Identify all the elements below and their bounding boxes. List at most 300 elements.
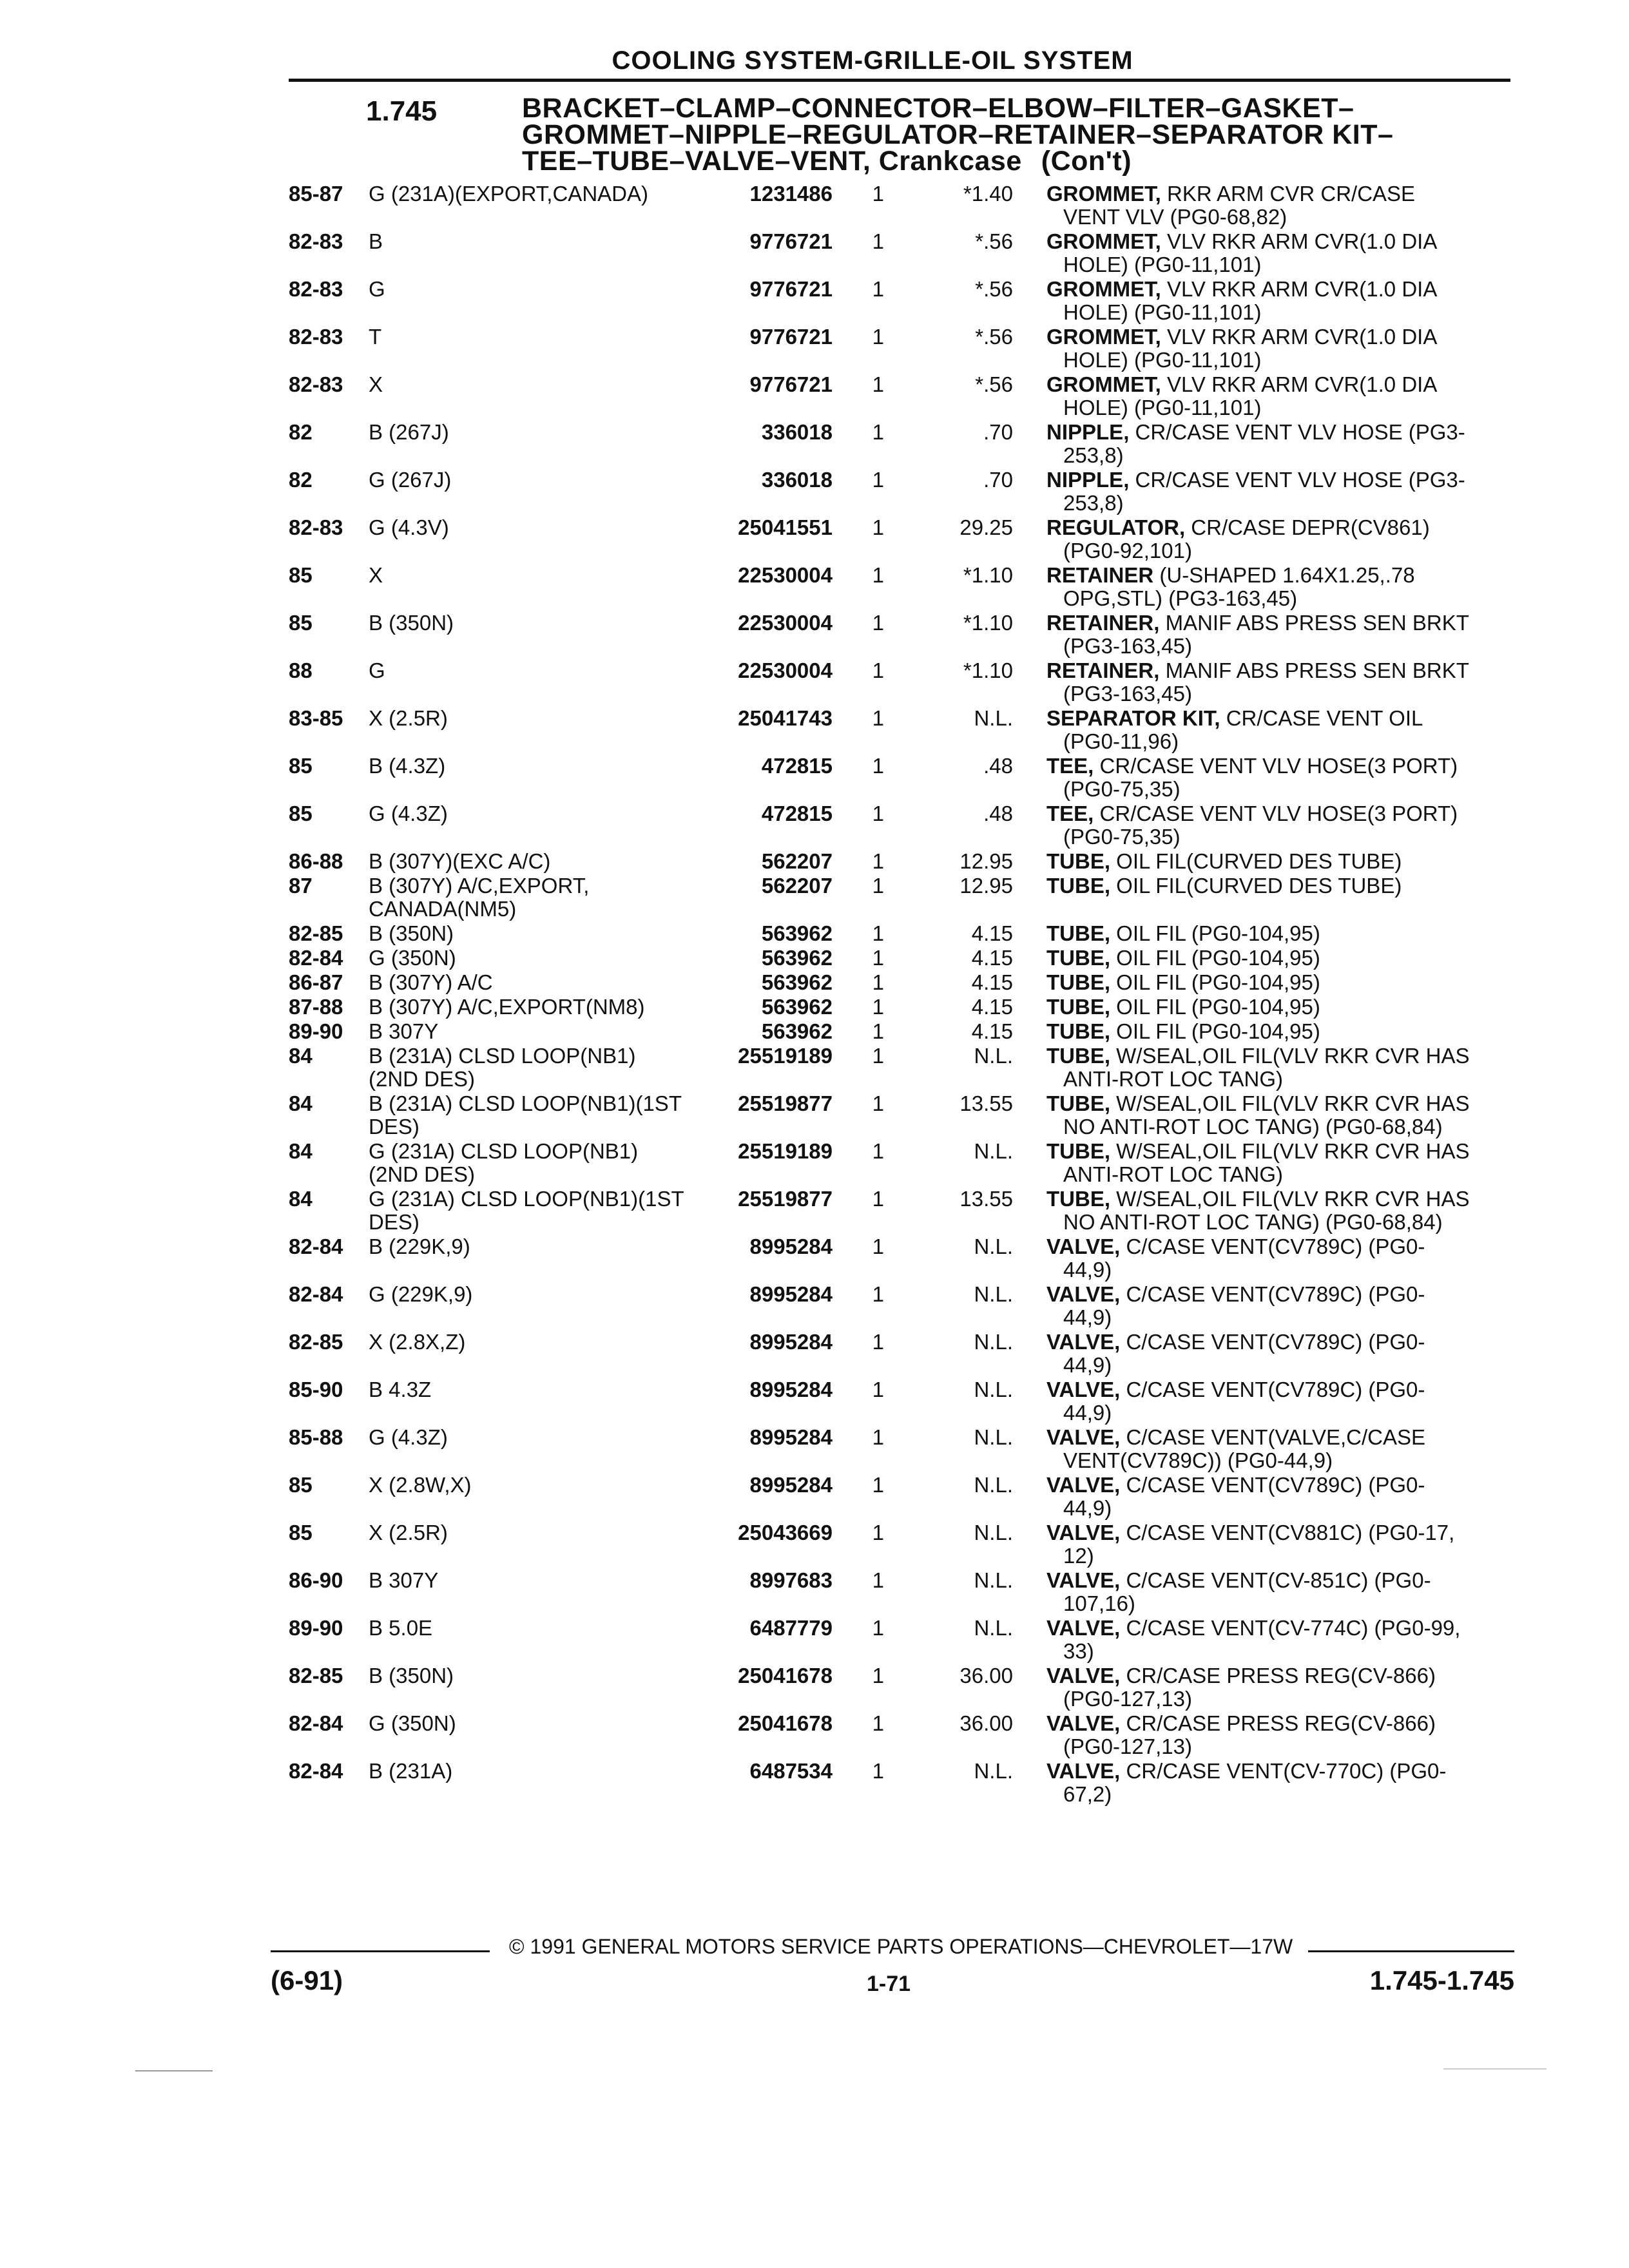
table-row bbox=[0, 1426, 1629, 1474]
page-header-title: COOLING SYSTEM-GRILLE-OIL SYSTEM bbox=[612, 46, 1133, 75]
part-number: 472815 bbox=[761, 802, 833, 825]
price: N.L. bbox=[974, 706, 1013, 730]
model-years: 85 bbox=[289, 1521, 313, 1544]
model-years: 85 bbox=[289, 1473, 313, 1497]
price: *.56 bbox=[975, 372, 1013, 396]
part-detail: C/CASE VENT(VALVE,C/CASE bbox=[1126, 1426, 1426, 1449]
application-desc: G (4.3V) bbox=[369, 515, 449, 539]
part-name-line1 bbox=[1046, 1378, 1510, 1401]
part-detail: OIL FIL (PG0-104,95) bbox=[1116, 995, 1320, 1019]
application-desc: B (231A) bbox=[369, 1759, 453, 1783]
part-type: VALVE, bbox=[1046, 1760, 1121, 1783]
model-years: 85 bbox=[289, 754, 313, 778]
application-desc: B (231A) CLSD LOOP(NB1)(1ST DES) bbox=[369, 1091, 682, 1139]
part-detail-cont: 253,8) bbox=[1063, 492, 1124, 515]
part-number: 1231486 bbox=[749, 182, 833, 206]
part-name bbox=[1013, 922, 1510, 945]
price: N.L. bbox=[974, 1616, 1013, 1640]
table-row bbox=[0, 1474, 1629, 1521]
quantity: 1 bbox=[872, 995, 884, 1019]
part-name bbox=[1013, 468, 1510, 515]
part-number: 8995284 bbox=[749, 1282, 833, 1306]
part-type: TUBE, bbox=[1046, 1020, 1110, 1043]
part-detail-cont: 12) bbox=[1063, 1544, 1094, 1568]
quantity: 1 bbox=[872, 515, 884, 539]
part-name-line1 bbox=[1046, 1331, 1510, 1354]
part-number: 563962 bbox=[761, 995, 833, 1019]
part-detail: (U-SHAPED 1.64X1.25,.78 bbox=[1159, 564, 1415, 587]
part-name-line1 bbox=[1046, 707, 1510, 730]
model-years: 89-90 bbox=[289, 1616, 343, 1640]
model-years: 82-84 bbox=[289, 1759, 343, 1783]
quantity: 1 bbox=[872, 182, 884, 206]
model-years: 82-83 bbox=[289, 325, 343, 349]
model-years: 84 bbox=[289, 1044, 313, 1068]
table-row bbox=[0, 922, 1629, 947]
part-number: 336018 bbox=[761, 420, 833, 444]
part-name bbox=[1013, 516, 1510, 562]
part-name bbox=[1013, 564, 1510, 610]
part-detail: RKR ARM CVR CR/CASE bbox=[1167, 182, 1416, 206]
quantity: 1 bbox=[872, 1568, 884, 1592]
header-rule bbox=[289, 79, 1510, 82]
part-number: 8995284 bbox=[749, 1235, 833, 1258]
part-type: TUBE, bbox=[1046, 1092, 1110, 1115]
model-years: 86-87 bbox=[289, 970, 343, 994]
part-type: RETAINER bbox=[1046, 564, 1154, 587]
part-number: 22530004 bbox=[738, 611, 833, 635]
part-name bbox=[1013, 1331, 1510, 1377]
scan-mark-left bbox=[135, 2070, 213, 2071]
quantity: 1 bbox=[872, 706, 884, 730]
part-name-line1 bbox=[1046, 1187, 1510, 1211]
model-years: 88 bbox=[289, 658, 313, 682]
part-number: 25041551 bbox=[738, 515, 833, 539]
table-row bbox=[0, 1617, 1629, 1664]
table-row bbox=[0, 1044, 1629, 1092]
part-detail-cont: 33) bbox=[1063, 1640, 1094, 1663]
quantity: 1 bbox=[872, 1521, 884, 1544]
application-desc: B (307Y) A/C,EXPORT, CANADA(NM5) bbox=[369, 874, 590, 921]
table-row bbox=[0, 611, 1629, 659]
application-desc: G (350N) bbox=[369, 946, 456, 970]
application-desc: B bbox=[369, 229, 383, 253]
part-detail-cont: (PG3-163,45) bbox=[1063, 682, 1192, 706]
part-detail: VLV RKR ARM CVR(1.0 DIA bbox=[1167, 230, 1438, 253]
part-type: TUBE, bbox=[1046, 947, 1110, 970]
part-detail: W/SEAL,OIL FIL(VLV RKR CVR HAS bbox=[1116, 1044, 1470, 1068]
table-row bbox=[0, 1020, 1629, 1044]
quantity: 1 bbox=[872, 658, 884, 682]
application-desc: X (2.8X,Z) bbox=[369, 1330, 466, 1354]
quantity: 1 bbox=[872, 1378, 884, 1401]
quantity: 1 bbox=[872, 1044, 884, 1068]
model-years: 82-85 bbox=[289, 1330, 343, 1354]
part-name-line1 bbox=[1046, 516, 1510, 539]
model-years: 82-84 bbox=[289, 1711, 343, 1735]
part-number: 563962 bbox=[761, 1019, 833, 1043]
model-years: 82-83 bbox=[289, 277, 343, 301]
part-detail-cont: 44,9) bbox=[1063, 1258, 1112, 1282]
part-name-line1 bbox=[1046, 1092, 1510, 1115]
table-row bbox=[0, 754, 1629, 802]
part-detail: C/CASE VENT(CV789C) (PG0- bbox=[1126, 1331, 1425, 1354]
part-number: 25041678 bbox=[738, 1711, 833, 1735]
part-type: TUBE, bbox=[1046, 874, 1110, 898]
part-detail-cont: (PG0-92,101) bbox=[1063, 539, 1192, 562]
price: N.L. bbox=[974, 1759, 1013, 1783]
part-detail-cont: HOLE) (PG0-11,101) bbox=[1063, 253, 1262, 276]
model-years: 87 bbox=[289, 874, 313, 898]
price: .70 bbox=[983, 468, 1013, 492]
part-name bbox=[1013, 850, 1510, 873]
quantity: 1 bbox=[872, 1616, 884, 1640]
table-row bbox=[0, 421, 1629, 468]
part-number: 563962 bbox=[761, 946, 833, 970]
part-name-line1 bbox=[1046, 1020, 1510, 1043]
quantity: 1 bbox=[872, 970, 884, 994]
footer-rule-left bbox=[271, 1950, 490, 1952]
model-years: 85 bbox=[289, 611, 313, 635]
price: 29.25 bbox=[959, 515, 1013, 539]
part-name bbox=[1013, 1569, 1510, 1615]
footer-copyright-bar bbox=[271, 1935, 1514, 1961]
part-name bbox=[1013, 230, 1510, 276]
parts-list bbox=[0, 182, 1629, 1807]
part-type: SEPARATOR KIT, bbox=[1046, 707, 1220, 730]
part-detail-cont: (PG0-75,35) bbox=[1063, 778, 1181, 801]
application-desc: G (231A)(EXPORT,CANADA) bbox=[369, 182, 648, 206]
table-row bbox=[0, 995, 1629, 1020]
quantity: 1 bbox=[872, 611, 884, 635]
part-name-line1 bbox=[1046, 1044, 1510, 1068]
part-name bbox=[1013, 1378, 1510, 1425]
part-name bbox=[1013, 947, 1510, 970]
price: *.56 bbox=[975, 325, 1013, 349]
application-desc: B (307Y) A/C,EXPORT(NM8) bbox=[369, 995, 645, 1019]
quantity: 1 bbox=[872, 1664, 884, 1687]
footer-page-number: 1-71 bbox=[867, 1972, 911, 1996]
part-number: 563962 bbox=[761, 921, 833, 945]
quantity: 1 bbox=[872, 1330, 884, 1354]
price: 13.55 bbox=[959, 1091, 1013, 1115]
part-name-line1 bbox=[1046, 373, 1510, 396]
part-name-line1 bbox=[1046, 922, 1510, 945]
footer-section-range: 1.745-1.745 bbox=[1369, 1965, 1514, 1995]
part-name-line1 bbox=[1046, 182, 1510, 206]
table-row bbox=[0, 1664, 1629, 1712]
section-title-line3 bbox=[522, 148, 1489, 175]
part-detail-cont: VENT(CV789C)) (PG0-44,9) bbox=[1063, 1449, 1333, 1472]
table-row bbox=[0, 850, 1629, 874]
part-type: TUBE, bbox=[1046, 1044, 1110, 1068]
part-type: TEE, bbox=[1046, 802, 1094, 825]
application-desc: B 5.0E bbox=[369, 1616, 433, 1640]
model-years: 85-88 bbox=[289, 1425, 343, 1449]
part-name bbox=[1013, 659, 1510, 706]
model-years: 82-84 bbox=[289, 1235, 343, 1258]
part-number: 8995284 bbox=[749, 1330, 833, 1354]
quantity: 1 bbox=[872, 468, 884, 492]
section-title-crankcase: Crankcase bbox=[878, 146, 1022, 177]
table-row bbox=[0, 516, 1629, 564]
model-years: 85 bbox=[289, 802, 313, 825]
part-type: TEE, bbox=[1046, 754, 1094, 778]
price: *1.10 bbox=[963, 563, 1013, 587]
part-type: TUBE, bbox=[1046, 1187, 1110, 1211]
section-title bbox=[522, 95, 1489, 175]
price: N.L. bbox=[974, 1139, 1013, 1163]
price: .70 bbox=[983, 420, 1013, 444]
part-number: 336018 bbox=[761, 468, 833, 492]
price: N.L. bbox=[974, 1521, 1013, 1544]
table-row bbox=[0, 182, 1629, 230]
price: 12.95 bbox=[959, 849, 1013, 873]
table-row bbox=[0, 1712, 1629, 1760]
model-years: 82 bbox=[289, 420, 313, 444]
part-name bbox=[1013, 754, 1510, 801]
model-years: 87-88 bbox=[289, 995, 343, 1019]
model-years: 82-85 bbox=[289, 921, 343, 945]
quantity: 1 bbox=[872, 372, 884, 396]
part-detail: VLV RKR ARM CVR(1.0 DIA bbox=[1167, 278, 1438, 301]
price: N.L. bbox=[974, 1378, 1013, 1401]
part-detail-cont: 67,2) bbox=[1063, 1783, 1112, 1806]
part-detail: CR/CASE PRESS REG(CV-866) bbox=[1126, 1664, 1436, 1687]
quantity: 1 bbox=[872, 1019, 884, 1043]
part-type: VALVE, bbox=[1046, 1426, 1121, 1449]
part-name bbox=[1013, 1474, 1510, 1520]
part-number: 9776721 bbox=[749, 229, 833, 253]
quantity: 1 bbox=[872, 1711, 884, 1735]
quantity: 1 bbox=[872, 874, 884, 898]
price: 4.15 bbox=[971, 1019, 1013, 1043]
part-name bbox=[1013, 611, 1510, 658]
part-detail: W/SEAL,OIL FIL(VLV RKR CVR HAS bbox=[1116, 1187, 1470, 1211]
part-name-line1 bbox=[1046, 1140, 1510, 1163]
part-type: VALVE, bbox=[1046, 1664, 1121, 1687]
part-number: 9776721 bbox=[749, 372, 833, 396]
part-name bbox=[1013, 373, 1510, 419]
application-desc: B (229K,9) bbox=[369, 1235, 470, 1258]
part-number: 6487779 bbox=[749, 1616, 833, 1640]
model-years: 84 bbox=[289, 1187, 313, 1211]
model-years: 82-84 bbox=[289, 1282, 343, 1306]
part-type: VALVE, bbox=[1046, 1617, 1121, 1640]
section-number: 1.745 bbox=[366, 95, 438, 127]
quantity: 1 bbox=[872, 849, 884, 873]
model-years: 82-85 bbox=[289, 1664, 343, 1687]
part-name-line1 bbox=[1046, 754, 1510, 778]
part-detail-cont: (PG0-11,96) bbox=[1063, 730, 1179, 753]
table-row bbox=[0, 564, 1629, 611]
part-detail-cont: 44,9) bbox=[1063, 1354, 1112, 1377]
part-detail: OIL FIL(CURVED DES TUBE) bbox=[1116, 874, 1402, 898]
part-detail-cont: NO ANTI-ROT LOC TANG) (PG0-68,84) bbox=[1063, 1115, 1443, 1139]
part-name-line1 bbox=[1046, 971, 1510, 994]
part-name bbox=[1013, 1092, 1510, 1139]
part-name bbox=[1013, 802, 1510, 849]
application-desc: B (231A) CLSD LOOP(NB1) (2ND DES) bbox=[369, 1044, 636, 1091]
part-name-line1 bbox=[1046, 564, 1510, 587]
part-detail-cont: NO ANTI-ROT LOC TANG) (PG0-68,84) bbox=[1063, 1211, 1443, 1234]
part-name bbox=[1013, 1617, 1510, 1663]
part-detail: VLV RKR ARM CVR(1.0 DIA bbox=[1167, 325, 1438, 349]
quantity: 1 bbox=[872, 1091, 884, 1115]
part-type: GROMMET, bbox=[1046, 182, 1161, 206]
price: *1.10 bbox=[963, 611, 1013, 635]
quantity: 1 bbox=[872, 921, 884, 945]
part-number: 6487534 bbox=[749, 1759, 833, 1783]
part-type: VALVE, bbox=[1046, 1569, 1121, 1592]
part-name bbox=[1013, 325, 1510, 372]
quantity: 1 bbox=[872, 1425, 884, 1449]
price: 4.15 bbox=[971, 946, 1013, 970]
application-desc: B (350N) bbox=[369, 921, 454, 945]
price: N.L. bbox=[974, 1473, 1013, 1497]
part-detail-cont: (PG0-127,13) bbox=[1063, 1735, 1192, 1758]
table-row bbox=[0, 1760, 1629, 1807]
application-desc: G bbox=[369, 658, 385, 682]
part-detail: CR/CASE DEPR(CV861) bbox=[1191, 516, 1430, 539]
part-name-line1 bbox=[1046, 874, 1510, 898]
part-detail-cont: HOLE) (PG0-11,101) bbox=[1063, 301, 1262, 324]
model-years: 84 bbox=[289, 1091, 313, 1115]
part-type: VALVE, bbox=[1046, 1474, 1121, 1497]
application-desc: B (350N) bbox=[369, 611, 454, 635]
part-detail: W/SEAL,OIL FIL(VLV RKR CVR HAS bbox=[1116, 1140, 1470, 1163]
part-detail: VLV RKR ARM CVR(1.0 DIA bbox=[1167, 373, 1438, 396]
table-row bbox=[0, 1235, 1629, 1283]
model-years: 82-83 bbox=[289, 229, 343, 253]
table-row bbox=[0, 659, 1629, 707]
model-years: 86-90 bbox=[289, 1568, 343, 1592]
price: .48 bbox=[983, 802, 1013, 825]
part-type: RETAINER, bbox=[1046, 659, 1160, 682]
price: 4.15 bbox=[971, 995, 1013, 1019]
part-number: 25519189 bbox=[738, 1044, 833, 1068]
price: N.L. bbox=[974, 1282, 1013, 1306]
part-detail: CR/CASE VENT VLV HOSE(3 PORT) bbox=[1099, 754, 1458, 778]
part-number: 25043669 bbox=[738, 1521, 833, 1544]
price: N.L. bbox=[974, 1330, 1013, 1354]
quantity: 1 bbox=[872, 946, 884, 970]
model-years: 85 bbox=[289, 563, 313, 587]
part-name bbox=[1013, 1020, 1510, 1043]
part-detail-cont: HOLE) (PG0-11,101) bbox=[1063, 396, 1262, 419]
table-row bbox=[0, 278, 1629, 325]
part-type: VALVE, bbox=[1046, 1712, 1121, 1735]
part-detail: C/CASE VENT(CV881C) (PG0-17, bbox=[1126, 1521, 1455, 1544]
part-name bbox=[1013, 1712, 1510, 1758]
price: N.L. bbox=[974, 1568, 1013, 1592]
part-number: 8995284 bbox=[749, 1378, 833, 1401]
part-detail-cont: 44,9) bbox=[1063, 1401, 1112, 1425]
model-years: 82-84 bbox=[289, 946, 343, 970]
part-type: VALVE, bbox=[1046, 1235, 1121, 1258]
price: 36.00 bbox=[959, 1711, 1013, 1735]
model-years: 89-90 bbox=[289, 1019, 343, 1043]
part-detail: C/CASE VENT(CV-851C) (PG0- bbox=[1126, 1569, 1431, 1592]
part-number: 22530004 bbox=[738, 563, 833, 587]
part-number: 562207 bbox=[761, 849, 833, 873]
table-row bbox=[0, 325, 1629, 373]
part-name bbox=[1013, 1187, 1510, 1234]
part-number: 9776721 bbox=[749, 325, 833, 349]
application-desc: B (267J) bbox=[369, 420, 449, 444]
price: .48 bbox=[983, 754, 1013, 778]
part-name bbox=[1013, 1140, 1510, 1186]
section-title-continued: (Con't) bbox=[1041, 146, 1132, 177]
part-detail-cont: VENT VLV (PG0-68,82) bbox=[1063, 206, 1287, 229]
price: N.L. bbox=[974, 1044, 1013, 1068]
quantity: 1 bbox=[872, 754, 884, 778]
part-name-line1 bbox=[1046, 995, 1510, 1019]
quantity: 1 bbox=[872, 1187, 884, 1211]
quantity: 1 bbox=[872, 1759, 884, 1783]
table-row bbox=[0, 1569, 1629, 1617]
application-desc: X bbox=[369, 563, 383, 587]
part-number: 8997683 bbox=[749, 1568, 833, 1592]
part-detail-cont: HOLE) (PG0-11,101) bbox=[1063, 349, 1262, 372]
quantity: 1 bbox=[872, 1473, 884, 1497]
part-type: GROMMET, bbox=[1046, 373, 1161, 396]
quantity: 1 bbox=[872, 229, 884, 253]
part-number: 472815 bbox=[761, 754, 833, 778]
model-years: 82-83 bbox=[289, 515, 343, 539]
quantity: 1 bbox=[872, 1282, 884, 1306]
part-name bbox=[1013, 278, 1510, 324]
part-detail-cont: 44,9) bbox=[1063, 1306, 1112, 1329]
footer-date: (6-91) bbox=[271, 1965, 343, 1995]
part-name bbox=[1013, 1044, 1510, 1091]
part-detail: C/CASE VENT(CV-774C) (PG0-99, bbox=[1126, 1617, 1461, 1640]
part-number: 25041678 bbox=[738, 1664, 833, 1687]
quantity: 1 bbox=[872, 563, 884, 587]
part-name bbox=[1013, 971, 1510, 994]
part-detail: W/SEAL,OIL FIL(VLV RKR CVR HAS bbox=[1116, 1092, 1470, 1115]
part-detail-cont: (PG0-127,13) bbox=[1063, 1687, 1192, 1711]
quantity: 1 bbox=[872, 277, 884, 301]
application-desc: B (350N) bbox=[369, 1664, 454, 1687]
part-name bbox=[1013, 874, 1510, 898]
model-years: 85-87 bbox=[289, 182, 343, 206]
application-desc: B (4.3Z) bbox=[369, 754, 446, 778]
price: N.L. bbox=[974, 1235, 1013, 1258]
part-detail: CR/CASE VENT OIL bbox=[1226, 707, 1423, 730]
table-row bbox=[0, 1140, 1629, 1187]
price: *.56 bbox=[975, 277, 1013, 301]
part-detail: CR/CASE VENT VLV HOSE (PG3- bbox=[1135, 468, 1465, 492]
footer-rule-right bbox=[1308, 1950, 1514, 1952]
part-detail: CR/CASE VENT(CV-770C) (PG0- bbox=[1126, 1760, 1447, 1783]
part-name-line1 bbox=[1046, 850, 1510, 873]
application-desc: G (350N) bbox=[369, 1711, 456, 1735]
part-name-line1 bbox=[1046, 1569, 1510, 1592]
part-number: 22530004 bbox=[738, 658, 833, 682]
part-detail: CR/CASE PRESS REG(CV-866) bbox=[1126, 1712, 1436, 1735]
part-name-line1 bbox=[1046, 611, 1510, 635]
quantity: 1 bbox=[872, 420, 884, 444]
model-years: 82-83 bbox=[289, 372, 343, 396]
application-desc: B 307Y bbox=[369, 1019, 439, 1043]
part-detail: OIL FIL(CURVED DES TUBE) bbox=[1116, 850, 1402, 873]
part-name-line1 bbox=[1046, 947, 1510, 970]
part-detail: MANIF ABS PRESS SEN BRKT bbox=[1165, 611, 1469, 635]
part-detail: MANIF ABS PRESS SEN BRKT bbox=[1165, 659, 1469, 682]
section-title-line2: GROMMET–NIPPLE–REGULATOR–RETAINER–SEPARATOR KIT– bbox=[522, 119, 1394, 150]
part-detail-cont: 253,8) bbox=[1063, 444, 1124, 467]
